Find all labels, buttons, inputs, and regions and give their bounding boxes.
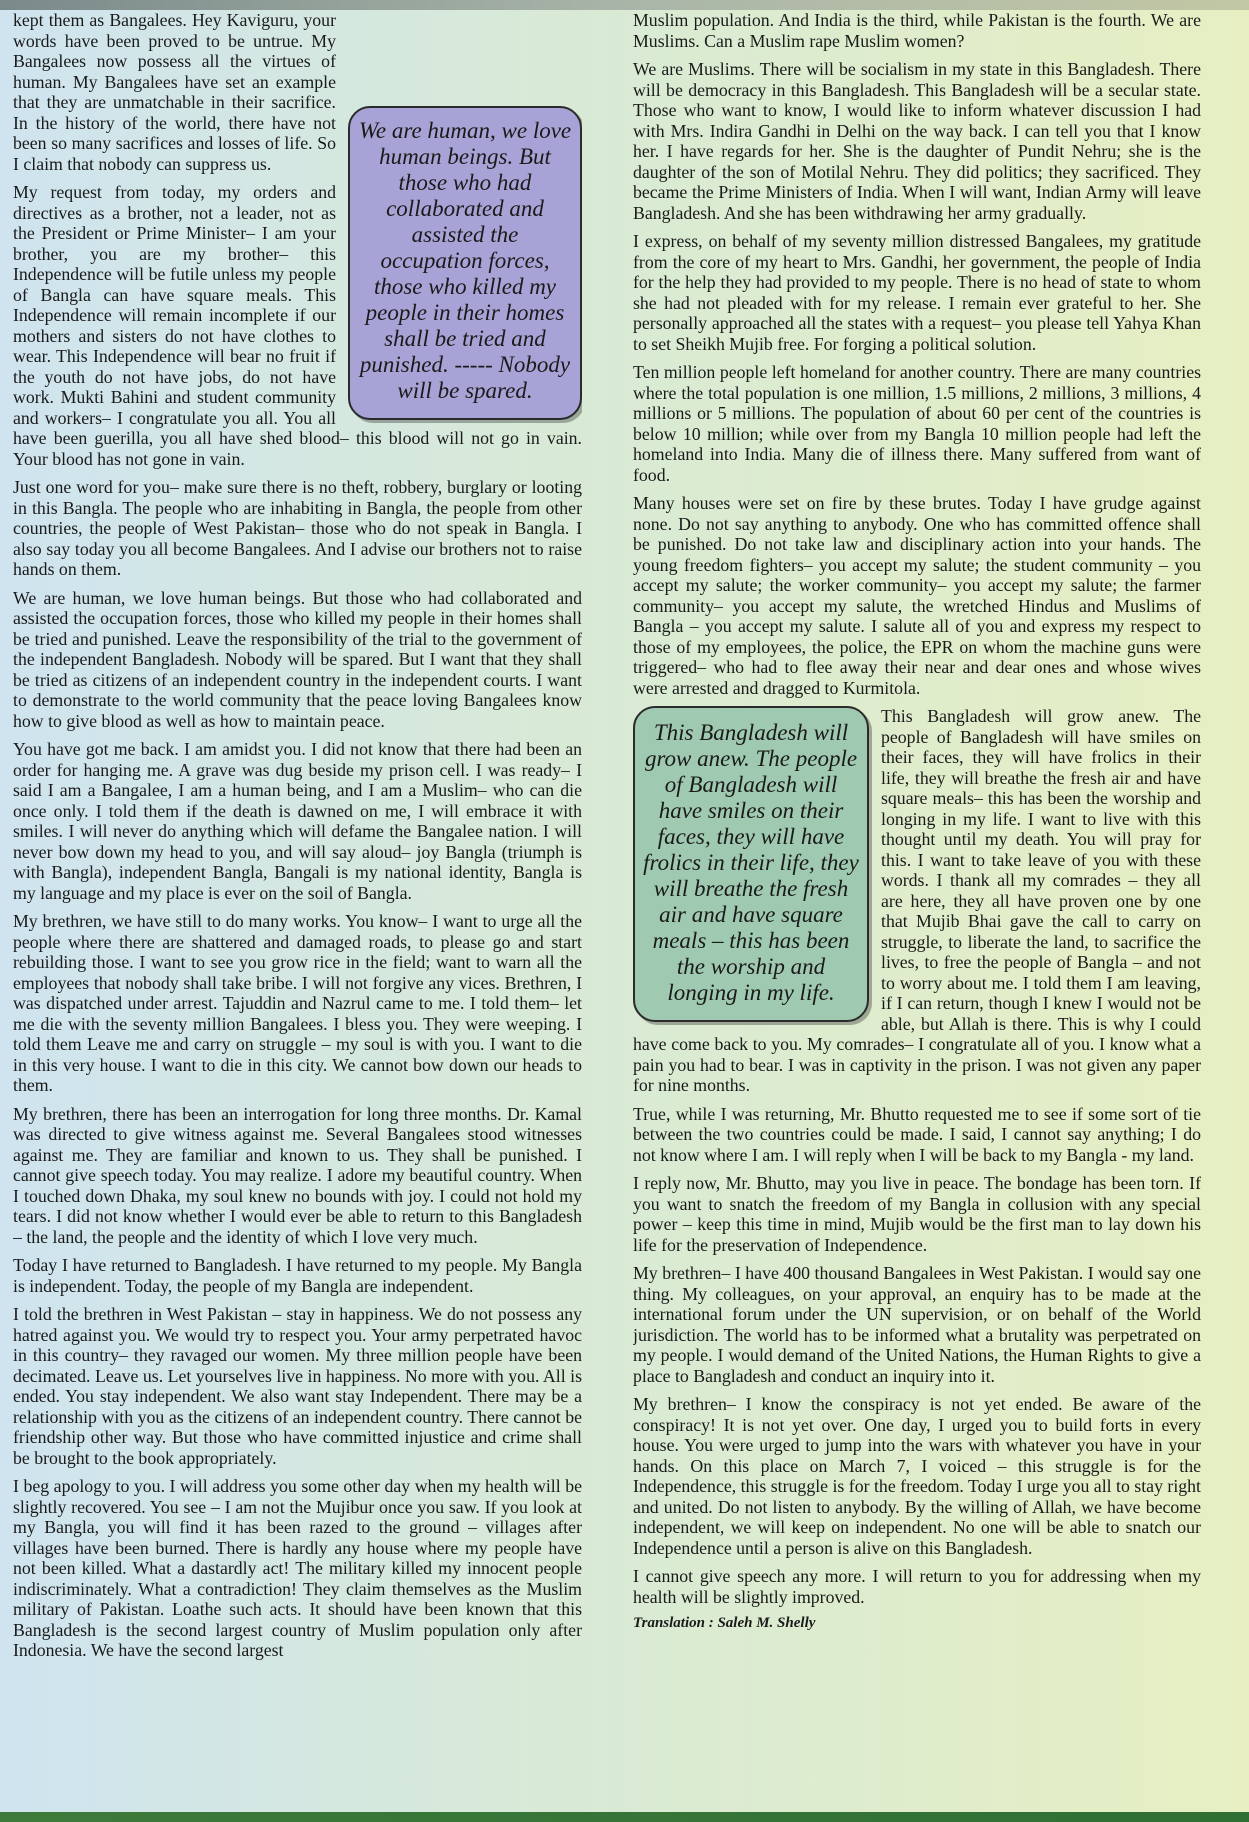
paragraph: I reply now, Mr. Bhutto, may you live in peace. The bondage has been torn. If you want to snatch the freedom of my Bangla in collusion with any special power – keep this time in mind, Mujib would be the first man to lay down his life for the preservation of Independence. — [633, 1173, 1201, 1255]
paragraph: This Bangladesh will grow anew. The people of Bangladesh will have smiles on their faces, they will have frolics in their life, they will breathe the fresh air and have square meals– this has been the worship and longing in my life. I want to live with this thought until my death. You will pray for this. I want to take leave of you with these words. I thank all my comrades – they all are here, they all have proven one by one that Mujib Bhai gave the call to carry on struggle, to liberate the land, to sacrifice the lives, to free the people of Bangla – and not to worry about me. I told them I am leaving, if I can return, though I knew I would not be able, but Allah is there. This is why I could have come back to you. My comrades– I congratulate all of you. I know what a pain you had to bear. I was in captivity in the prison. I was not given any paper for nine months. — [633, 706, 1201, 1095]
paragraph: True, while I was returning, Mr. Bhutto requested me to see if some sort of tie between the two countries could be made. I said, I cannot say anything; I do not know where I am. I will reply when I will be back to my Bangla - my land. — [633, 1103, 1201, 1165]
right-column — [633, 10, 1201, 1810]
left-column — [13, 10, 582, 1810]
paragraph: Ten million people left homeland for another country. There are many countries where the total population is one million, 1.5 millions, 2 millions, 3 millions, 4 millions or 5 millions. The population of about 60 per cent of the countries is below 10 million; while over from my Bangla 10 million people had left the homeland into India. Many die of illness there. Many suffered from want of food. — [633, 362, 1201, 485]
translation-credit: Translation : Saleh M. Shelly — [633, 1615, 816, 1631]
pull-quote-left: We are human, we love human beings. But those who had collaborated and assisted the occupation forces, those who killed my people in their homes shall be tried and punished. ----- Nobody will be spared. — [348, 106, 582, 420]
paragraph: We are Muslims. There will be socialism in my state in this Bangladesh. There will be democracy in this Bangladesh. This Bangladesh will be a secular state. Those who want to know, I would like to inform whatever discussion I had with Mrs. Indira Gandhi in Delhi on the way back. I can tell you that I know her. I have regards for her. She is the daughter of Pundit Nehru; she is the daughter of the son of Motilal Nehru. They did politics; they sacrificed. They became the Prime Ministers of India. When I will want, Indian Army will leave Bangladesh. And she has been withdrawing her army gradually. — [633, 59, 1201, 223]
paragraph: Today I have returned to Bangladesh. I have returned to my people. My Bangla is independent. Today, the people of my Bangla are independent. — [13, 1255, 582, 1296]
paragraph: My brethren– I know the conspiracy is not yet ended. Be aware of the conspiracy! It is not yet over. One day, I urged you to build forts in every house. You were urged to jump into the wars with whatever you have in your hands. On this place on March 7, I voiced – this struggle is for the Independence, this struggle is for the freedom. Today I urge you all to stay right and united. Do not listen to anybody. By the willing of Allah, we have become independent, we will keep on independent. No one will be able to snatch our Independence until a person is alive on this Bangladesh. — [633, 1394, 1201, 1558]
paragraph: Muslim population. And India is the third, while Pakistan is the fourth. We are Muslims. Can a Muslim rape Muslim women? — [633, 10, 1201, 51]
paragraph: I beg apology to you. I will address you some other day when my health will be slightly recovered. You see – I am not the Mujibur once you saw. If you look at my Bangla, you will find it has been razed to the ground – villages after villages have been burned. There is hardly any house where my people have not been killed. What a dastardly act! The military killed my innocent people indiscriminately. What a contradiction! They claim themselves as the Muslim military of Pakistan. Loathe such acts. It should have been known that this Bangladesh is the second largest country of Muslim population only after Indonesia. We have the second largest — [13, 1476, 582, 1660]
paragraph: Many houses were set on fire by these brutes. Today I have grudge against none. Do not say anything to anybody. One who has committed offence shall be punished. Do not take law and disciplinary action into your hands. The young freedom fighters– you accept my salute; the student community – you accept my salute; the worker community– you accept my salute; the farmer community– you accept my salute, the wretched Hindus and Muslims of Bangla – you accept my salute. I salute all of you and express my respect to those of my employees, the police, the EPR on whom the machine guns were triggered– who had to flee away their near and dear ones and whose wives were arrested and dragged to Kurmitola. — [633, 493, 1201, 698]
pull-quote-right: This Bangladesh will grow anew. The people of Bangladesh will have smiles on their faces, they will have frolics in their life, they will breathe the fresh air and have square meals – this has been the worship and longing in my life. — [633, 706, 869, 1022]
bottom-footer-strip — [0, 1812, 1249, 1822]
top-header-strip — [0, 0, 1249, 10]
paragraph: You have got me back. I am amidst you. I did not know that there had been an order for hanging me. A grave was dug beside my prison cell. I was ready– I said I am a Bangalee, I am a human being, and I am a Muslim– who can die once only. I told them if the death is dawned on me, I will embrace it with smiles. I will never do anything which will defame the Bangalee nation. I will never bow down my head to you, and will say aloud– joy Bangla (triumph is with Bangla), independent Bangla, Bangali is my national identity, Bangla is my language and my place is ever on the soil of Bangla. — [13, 739, 582, 903]
paragraph: My brethren– I have 400 thousand Bangalees in West Pakistan. I would say one thing. My colleagues, on your approval, an enquiry has to be made at the international forum under the UN supervision, or on behalf of the World jurisdiction. The world has to be informed what a brutality was perpetrated on my people. I would demand of the United Nations, the Human Rights to give a place to Bangladesh and conduct an inquiry into it. — [633, 1263, 1201, 1386]
paragraph: kept them as Bangalees. Hey Kaviguru, your words have been proved to be untrue. My Bangalees now possess all the virtues of human. My Bangalees have set an example that they are unmatchable in their sacrifice. In the history of the world, there have not been so many sacrifices and losses of life. So I claim that nobody can suppress us. — [13, 10, 336, 174]
paragraph: I cannot give speech any more. I will return to you for addressing when my health will be slightly improved. — [633, 1566, 1201, 1607]
paragraph: My brethren, we have still to do many works. You know– I want to urge all the people where there are shattered and damaged roads, to please go and start rebuilding those. I want to see you grow rice in the field; want to warn all the employees that nobody shall take bribe. I will not forgive any vices. Brethren, I was dispatched under arrest. Tajuddin and Nazrul came to me. I told them– let me die with the seventy million Bangalees. I bless you. They were weeping. I told them Leave me and carry on struggle – my soul is with you. I want to die in this very house. I want to die in this city. We cannot bow down our heads to them. — [13, 911, 582, 1095]
paragraph: Just one word for you– make sure there is no theft, robbery, burglary or looting in this Bangla. The people who are inhabiting in Bangla, the people from other countries, the people of West Pakistan– those who do not speak in Bangla. I also say today you all become Bangalees. And I advise our brothers not to raise hands on them. — [13, 477, 582, 579]
paragraph: We are human, we love human beings. But those who had collaborated and assisted the occupation forces, those who killed my people in their homes shall be tried and punished. Leave the responsibility of the trial to the government of the independent Bangladesh. Nobody will be spared. But I want that they shall be tried as citizens of an independent country in the independent courts. I want to demonstrate to the world community that the peace loving Bangalees know how to give blood as well as how to maintain peace. — [13, 587, 582, 731]
paragraph: I express, on behalf of my seventy million distressed Bangalees, my gratitude from the core of my heart to Mrs. Gandhi, her government, the people of India for the help they had provided to my people. There is no head of state to whom she had not pleaded with for my release. I remain ever grateful to her. She personally approached all the states with a request– you please tell Yahya Khan to set Sheikh Mujib free. For forging a political solution. — [633, 231, 1201, 354]
paragraph: My request from today, my orders and directives as a brother, not a leader, not as the President or Prime Minister– I am your brother, you are my brother– this Independence will be futile unless my people of Bangla can have square meals. This Independence will remain incomplete if our mothers and sisters do not have clothes to wear. This Independence will bear no fruit if the youth do not have jobs, do not have work. Mukti Bahini and student community and workers– I congratulate you all. You all have been guerilla, you all have shed blood– this blood will not go in vain. Your blood has not gone in vain. — [13, 182, 582, 469]
paragraph: My brethren, there has been an interrogation for long three months. Dr. Kamal was directed to give witness against me. Several Bangalees stood witnesses against me. They are familiar and known to us. They shall be punished. I cannot give speech today. You may realize. I adore my beautiful country. When I touched down Dhaka, my soul knew no bounds with joy. I could not hold my tears. I did not know whether I would ever be able to return to this Bangladesh – the land, the people and the identity of which I love very much. — [13, 1103, 582, 1247]
paragraph: I told the brethren in West Pakistan – stay in happiness. We do not possess any hatred against you. We would try to respect you. Your army perpetrated havoc in this country– they ravaged our women. My three million people have been decimated. Leave us. Let yourselves live in happiness. No more with you. All is ended. You stay independent. We also want stay Independent. There may be a relationship with you as the citizens of an independent country. There cannot be friendship other way. But those who have committed injustice and crime shall be brought to the book appropriately. — [13, 1304, 582, 1468]
